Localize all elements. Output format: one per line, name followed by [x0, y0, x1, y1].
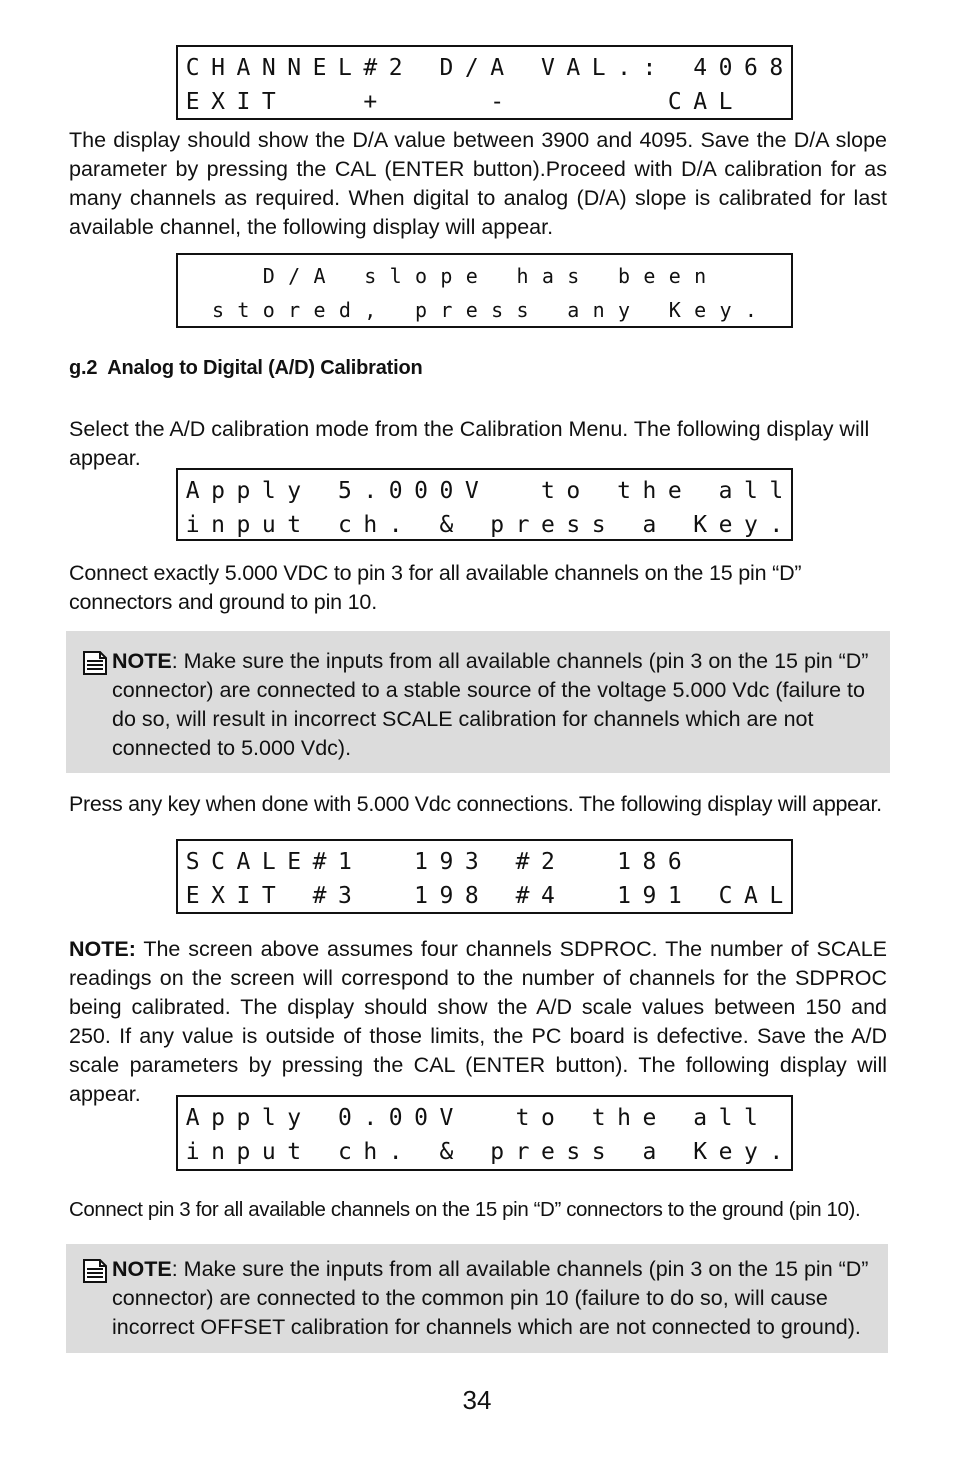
lcd-char: L: [769, 883, 784, 909]
lcd-char: V: [541, 55, 555, 81]
lcd-char: r: [515, 1139, 530, 1165]
lcd-char: [688, 883, 713, 909]
lcd-char: C: [718, 883, 733, 909]
note-box-offset: [66, 1244, 888, 1353]
lcd-char: t: [617, 478, 631, 504]
lcd-char: [307, 512, 332, 538]
lcd-char: [383, 298, 408, 322]
lcd-char: e: [642, 1105, 657, 1131]
lcd-char: 0: [414, 1105, 428, 1131]
lcd-char: y: [618, 298, 631, 322]
lcd-char: e: [667, 478, 682, 504]
lcd-char: y: [287, 478, 302, 504]
lcd-char: A: [693, 89, 708, 115]
lcd-char: [662, 1139, 687, 1165]
lcd-char: K: [693, 512, 708, 538]
lcd-char: #: [515, 849, 530, 875]
lcd-char: H: [211, 55, 225, 81]
lcd-char: [738, 89, 763, 115]
lcd-char: [611, 512, 636, 538]
lcd-char: a: [642, 1139, 657, 1165]
lcd-char: [307, 478, 332, 504]
lcd-char: p: [415, 298, 428, 322]
lcd-char: /: [464, 55, 479, 81]
lcd-char: A: [236, 849, 251, 875]
lcd-char: b: [618, 264, 631, 288]
lcd-char: a: [718, 478, 733, 504]
lcd-char: A: [566, 55, 581, 81]
lcd-char: [231, 264, 256, 288]
lcd-char: 3: [464, 849, 479, 875]
lcd-char: .: [363, 478, 378, 504]
lcd-char: [738, 264, 763, 288]
lcd-char: A: [236, 55, 251, 81]
lcd-char: s: [491, 298, 504, 322]
lcd-char: [586, 883, 611, 909]
lcd-char: s: [591, 1139, 606, 1165]
lcd-char: X: [211, 89, 225, 115]
lcd-char: 2: [541, 849, 555, 875]
lcd-char: [713, 264, 738, 288]
lcd-char: .: [769, 1139, 784, 1165]
lcd-char: h: [363, 1139, 378, 1165]
lcd-char: 2: [388, 55, 403, 81]
lcd-char: L: [261, 849, 276, 875]
paragraph-connect-5v: Connect exactly 5.000 VDC to pin 3 for all available channels on the 15 pin “D” connectors and ground to pin 10.: [69, 561, 802, 614]
lcd-char: A: [185, 1105, 200, 1131]
lcd-char: .: [769, 512, 784, 538]
lcd-char: 6: [744, 55, 758, 81]
note-label: NOTE:: [69, 937, 136, 961]
paragraph-connect-ground: Connect pin 3 for all available channels on the 15 pin “D” connectors to the ground (pin 10).: [69, 1198, 861, 1221]
note-body: : Make sure the inputs from all available channels (pin 3 on the 15 pin “D” connector) are connected to a stable source of the voltage 5.000 Vdc (failure to do so, will result in incorrect SCALE calibration for channels which are not connected to 5.000 Vdc).: [112, 649, 869, 760]
lcd-char: p: [490, 512, 505, 538]
lcd-char: ,: [364, 298, 377, 322]
lcd-line-1: [180, 53, 789, 83]
lcd-char: n: [592, 298, 605, 322]
lcd-char: 1: [414, 849, 428, 875]
lcd-char: e: [668, 264, 681, 288]
lcd-char: 0: [414, 478, 428, 504]
lcd-char: #: [363, 55, 378, 81]
lcd-char: [561, 883, 586, 909]
lcd-char: l: [261, 1105, 276, 1131]
lcd-char: [764, 1105, 789, 1131]
lcd-char: s: [516, 298, 529, 322]
lcd-char: e: [465, 264, 478, 288]
lcd-char: [561, 849, 586, 875]
lcd-char: t: [287, 512, 302, 538]
lcd-char: [535, 298, 560, 322]
lcd-char: a: [567, 298, 580, 322]
lcd-char: [586, 478, 611, 504]
lcd-char: [586, 849, 611, 875]
lcd-char: e: [541, 1139, 555, 1165]
lcd-char: [358, 849, 383, 875]
lcd-char: .: [388, 1139, 403, 1165]
lcd-display-apply-5v: [176, 468, 793, 541]
lcd-line-2: [180, 1137, 789, 1167]
lcd-char: .: [363, 1105, 378, 1131]
lcd-char: [383, 89, 408, 115]
lcd-char: D: [439, 55, 454, 81]
lcd-char: [307, 1139, 332, 1165]
note-document-icon: [82, 1258, 108, 1284]
lcd-char: E: [185, 89, 200, 115]
lcd-char: 1: [617, 883, 631, 909]
paragraph-select-ad: Select the A/D calibration mode from the Calibration Menu. The following display will appear.: [69, 417, 870, 470]
lcd-char: s: [591, 512, 606, 538]
paragraph-scale-note: [69, 935, 887, 1109]
lcd-char: i: [185, 1139, 200, 1165]
lcd-char: 3: [338, 883, 352, 909]
lcd-char: p: [440, 264, 453, 288]
lcd-line-1: [180, 847, 789, 877]
lcd-char: 5: [338, 478, 352, 504]
paragraph-press-any-key: Press any key when done with 5.000 Vdc connections. The following display will appear.: [69, 792, 882, 816]
lcd-char: L: [338, 55, 352, 81]
lcd-char: h: [363, 512, 378, 538]
lcd-char: r: [288, 298, 301, 322]
lcd-char: [408, 1139, 433, 1165]
lcd-line-1: [180, 476, 789, 506]
section-heading: g.2 Analog to Digital (A/D) Calibration: [69, 357, 423, 379]
lcd-char: #: [515, 883, 530, 909]
lcd-char: 1: [617, 849, 631, 875]
lcd-char: [586, 89, 611, 115]
lcd-char: 0: [388, 1105, 403, 1131]
lcd-char: l: [389, 264, 402, 288]
lcd-char: h: [617, 1105, 631, 1131]
note-box-scale: [66, 631, 890, 773]
lcd-char: .: [617, 55, 631, 81]
lcd-char: o: [415, 264, 428, 288]
lcd-char: c: [338, 512, 352, 538]
lcd-line-2: [180, 295, 789, 325]
lcd-char: K: [668, 298, 681, 322]
lcd-char: [764, 264, 789, 288]
lcd-char: [662, 1105, 687, 1131]
lcd-char: D: [262, 264, 275, 288]
lcd-char: [738, 849, 763, 875]
lcd-char: t: [287, 1139, 302, 1165]
lcd-char: [282, 89, 307, 115]
lcd-char: [459, 89, 484, 115]
note-text: [112, 647, 874, 763]
lcd-char: 4: [541, 883, 555, 909]
lcd-char: S: [185, 849, 200, 875]
lcd-char: [510, 89, 535, 115]
lcd-char: e: [313, 298, 326, 322]
lcd-char: u: [261, 1139, 276, 1165]
lcd-line-2: [180, 87, 789, 117]
lcd-char: &: [439, 1139, 454, 1165]
lcd-char: c: [338, 1139, 352, 1165]
lcd-char: n: [211, 512, 225, 538]
lcd-line-2: [180, 510, 789, 540]
lcd-char: e: [694, 298, 707, 322]
lcd-char: C: [667, 89, 682, 115]
lcd-char: p: [236, 478, 251, 504]
lcd-char: [485, 849, 510, 875]
lcd-char: :: [642, 55, 657, 81]
lcd-char: [383, 849, 408, 875]
lcd-char: n: [211, 1139, 225, 1165]
lcd-char: A: [185, 478, 200, 504]
lcd-char: [637, 89, 662, 115]
lcd-char: [561, 1105, 586, 1131]
lcd-char: [485, 883, 510, 909]
lcd-char: p: [211, 478, 225, 504]
lcd-char: y: [744, 1139, 758, 1165]
lcd-char: E: [185, 883, 200, 909]
lcd-char: [332, 264, 357, 288]
lcd-char: #: [312, 849, 327, 875]
lcd-char: d: [338, 298, 351, 322]
lcd-char: A: [313, 264, 326, 288]
lcd-char: T: [261, 883, 276, 909]
lcd-char: [332, 89, 357, 115]
lcd-char: y: [719, 298, 732, 322]
lcd-char: I: [236, 883, 251, 909]
lcd-char: 1: [414, 883, 428, 909]
lcd-char: [485, 264, 510, 288]
lcd-char: [662, 512, 687, 538]
lcd-char: i: [185, 512, 200, 538]
lcd-char: 8: [769, 55, 784, 81]
lcd-char: a: [642, 512, 657, 538]
lcd-char: r: [440, 298, 453, 322]
page-number: 34: [462, 1385, 492, 1415]
lcd-char: a: [541, 264, 554, 288]
lcd-char: [408, 89, 433, 115]
lcd-char: r: [515, 512, 530, 538]
lcd-char: 9: [439, 849, 454, 875]
lcd-char: p: [236, 1105, 251, 1131]
lcd-char: h: [642, 478, 657, 504]
lcd-char: p: [236, 1139, 251, 1165]
note-body: : Make sure the inputs from all available channels (pin 3 on the 15 pin “D” connector) are connected to the common pin 10 (failure to do so, will cause incorrect OFFSET calibration for channels which are not connected to ground).: [112, 1257, 869, 1339]
lcd-char: [307, 1105, 332, 1131]
lcd-char: 8: [642, 849, 657, 875]
lcd-char: [764, 89, 789, 115]
lcd-char: l: [261, 478, 276, 504]
lcd-char: 8: [464, 883, 479, 909]
lcd-char: E: [287, 849, 302, 875]
lcd-char: C: [211, 849, 225, 875]
lcd-char: 0: [338, 1105, 352, 1131]
lcd-char: +: [363, 89, 378, 115]
lcd-char: y: [287, 1105, 302, 1131]
note-label: NOTE: [112, 649, 172, 673]
lcd-char: s: [567, 264, 580, 288]
lcd-char: t: [515, 1105, 530, 1131]
lcd-display-scale-values: [176, 839, 793, 914]
lcd-char: 4: [693, 55, 708, 81]
lcd-display-da-slope-stored: [176, 253, 793, 328]
lcd-char: [662, 55, 687, 81]
lcd-char: e: [643, 264, 656, 288]
lcd-char: s: [566, 512, 581, 538]
lcd-char: A: [490, 55, 505, 81]
lcd-char: [561, 89, 586, 115]
lcd-char: N: [261, 55, 276, 81]
lcd-char: p: [211, 1105, 225, 1131]
lcd-char: s: [212, 298, 225, 322]
lcd-line-1: [180, 261, 789, 291]
lcd-char: T: [261, 89, 276, 115]
note-document-icon: [82, 650, 108, 676]
lcd-char: [358, 883, 383, 909]
lcd-char: C: [185, 55, 200, 81]
lcd-char: [688, 478, 713, 504]
lcd-char: L: [718, 89, 733, 115]
lcd-line-1: [180, 1103, 789, 1133]
lcd-char: [485, 1105, 510, 1131]
lcd-char: [459, 1105, 484, 1131]
lcd-char: [408, 512, 433, 538]
lcd-char: [764, 298, 789, 322]
lcd-char: 1: [667, 883, 682, 909]
lcd-char: l: [744, 1105, 758, 1131]
lcd-char: o: [566, 478, 581, 504]
lcd-char: V: [464, 478, 479, 504]
lcd-char: t: [237, 298, 250, 322]
lcd-char: e: [718, 1139, 733, 1165]
lcd-char: .: [388, 512, 403, 538]
lcd-char: e: [541, 512, 555, 538]
lcd-char: [383, 883, 408, 909]
lcd-char: /: [288, 264, 301, 288]
lcd-char: [535, 89, 560, 115]
lcd-char: l: [718, 1105, 733, 1131]
lcd-char: [459, 512, 484, 538]
lcd-line-2: [180, 881, 789, 911]
lcd-char: N: [287, 55, 302, 81]
lcd-char: 0: [718, 55, 733, 81]
lcd-char: e: [718, 512, 733, 538]
lcd-char: 6: [667, 849, 682, 875]
lcd-char: s: [364, 264, 377, 288]
lcd-char: n: [694, 264, 707, 288]
lcd-char: [510, 55, 535, 81]
lcd-char: o: [262, 298, 275, 322]
paragraph-da-value: The display should show the D/A value between 3900 and 4095. Save the D/A slope parameter by pressing the CAL (ENTER button).Proceed with D/A calibration for as many channels as required. When digital to analog (D/A) slope is calibrated for last available channel, the following display will appear.: [69, 128, 887, 239]
lcd-char: &: [439, 512, 454, 538]
lcd-char: [764, 849, 789, 875]
lcd-char: [611, 89, 636, 115]
lcd-char: -: [490, 89, 505, 115]
lcd-char: e: [465, 298, 478, 322]
lcd-char: I: [236, 89, 251, 115]
lcd-char: [637, 298, 662, 322]
lcd-char: [485, 478, 510, 504]
lcd-char: 9: [439, 883, 454, 909]
lcd-char: [408, 55, 433, 81]
lcd-char: [205, 264, 230, 288]
lcd-char: [611, 1139, 636, 1165]
lcd-display-apply-0v: [176, 1095, 793, 1171]
lcd-char: [688, 849, 713, 875]
lcd-char: a: [693, 1105, 708, 1131]
lcd-char: [459, 1139, 484, 1165]
lcd-char: s: [566, 1139, 581, 1165]
lcd-char: 0: [388, 478, 403, 504]
lcd-char: [180, 298, 205, 322]
lcd-display-channel-da: [176, 45, 793, 120]
lcd-char: [586, 264, 611, 288]
lcd-char: [180, 264, 205, 288]
lcd-char: p: [490, 1139, 505, 1165]
note-body: The screen above assumes four channels SDPROC. The number of SCALE readings on the screen will correspond to the number of channels for the SDPROC being calibrated. The display should show the A/D scale values between 150 and 250. If any value is outside of those limits, the PC board is defective. Save the A/D scale parameters by pressing the CAL (ENTER button). The following display will appear.: [69, 937, 887, 1106]
lcd-char: E: [312, 55, 327, 81]
lcd-char: .: [744, 298, 757, 322]
lcd-char: p: [236, 512, 251, 538]
note-label: NOTE: [112, 1257, 172, 1281]
lcd-char: X: [211, 883, 225, 909]
lcd-char: [434, 89, 459, 115]
lcd-char: K: [693, 1139, 708, 1165]
lcd-char: l: [769, 478, 784, 504]
lcd-char: h: [516, 264, 529, 288]
lcd-char: t: [541, 478, 555, 504]
lcd-char: [510, 478, 535, 504]
lcd-char: 0: [439, 478, 454, 504]
lcd-char: 1: [338, 849, 352, 875]
lcd-char: L: [591, 55, 606, 81]
lcd-char: o: [541, 1105, 555, 1131]
lcd-char: V: [439, 1105, 454, 1131]
lcd-char: [307, 89, 332, 115]
lcd-char: A: [744, 883, 758, 909]
lcd-char: t: [591, 1105, 606, 1131]
lcd-char: 9: [642, 883, 657, 909]
note-text: [112, 1255, 872, 1342]
lcd-char: y: [744, 512, 758, 538]
lcd-char: l: [744, 478, 758, 504]
lcd-char: u: [261, 512, 276, 538]
lcd-char: [713, 849, 738, 875]
lcd-char: [282, 883, 307, 909]
lcd-char: #: [312, 883, 327, 909]
